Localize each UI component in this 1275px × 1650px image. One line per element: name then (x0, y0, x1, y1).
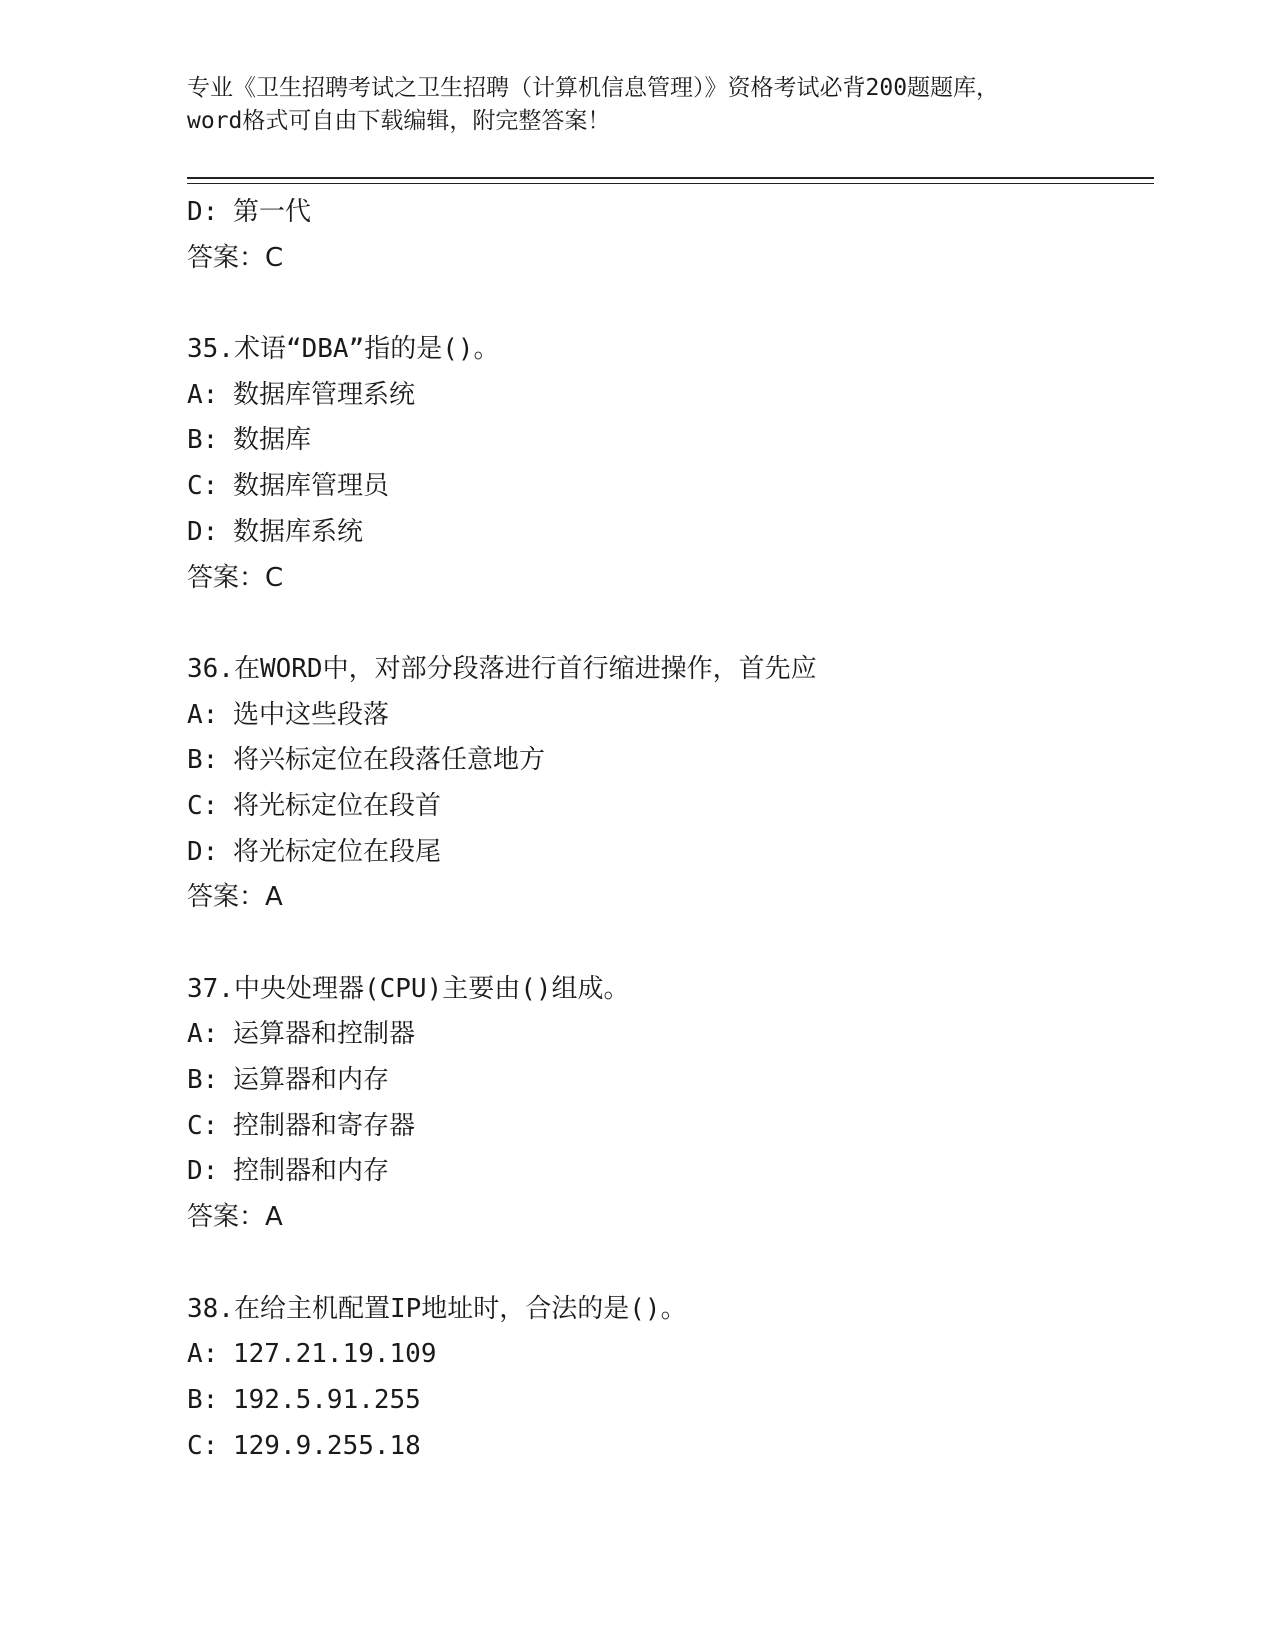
option-letter: D: (187, 516, 219, 547)
header-line-1: 专业《卫生招聘考试之卫生招聘（计算机信息管理）》资格考试必背200题题库， (187, 75, 1000, 101)
question-stem: 37.中央处理器(CPU)主要由()组成。 (187, 973, 630, 1004)
option-c (187, 1104, 1147, 1150)
option-a (187, 373, 1147, 419)
option-b (187, 738, 1147, 784)
question-stem: 38.在给主机配置IP地址时，合法的是()。 (187, 1293, 687, 1324)
option-d (187, 830, 1147, 876)
option-letter: B: (187, 1065, 219, 1096)
option-b (187, 1058, 1147, 1104)
option-c (187, 1424, 1147, 1470)
option-text: 将光标定位在段尾 (233, 836, 442, 867)
option-c (187, 464, 1147, 510)
option-letter: C: (187, 471, 219, 502)
option-letter: C: (187, 1110, 219, 1141)
header-divider-thin (187, 183, 1154, 184)
option-letter: A: (187, 699, 219, 730)
option-text: 数据库系统 (233, 516, 364, 547)
option-letter: D: (187, 836, 219, 867)
option-text: 数据库管理员 (233, 471, 390, 502)
question-list (187, 190, 1147, 1469)
option-a (187, 1012, 1147, 1058)
question-stem: 35.术语“DBA”指的是()。 (187, 334, 500, 365)
option-letter: B: (187, 1384, 219, 1415)
option-letter: C: (187, 790, 219, 821)
document-header (187, 72, 1087, 138)
option-text: 运算器和控制器 (233, 1019, 416, 1050)
answer: 答案：C (187, 242, 284, 273)
option-a (187, 1332, 1147, 1378)
option-text: 数据库 (233, 425, 312, 456)
option-letter: C: (187, 1430, 219, 1461)
option-letter: A: (187, 1339, 219, 1370)
question-stem: 36.在WORD中，对部分段落进行首行缩进操作，首先应 (187, 653, 817, 684)
option-text: 将光标定位在段首 (233, 790, 442, 821)
option-letter: D: (187, 1156, 219, 1187)
option-letter: D: (187, 197, 219, 227)
option-d (187, 510, 1147, 556)
option-letter: A: (187, 379, 219, 410)
option-text: 127.21.19.109 (233, 1339, 437, 1370)
answer: 答案：C (187, 562, 284, 593)
answer: 答案：A (187, 882, 283, 913)
option-text: 129.9.255.18 (233, 1430, 421, 1461)
option-text: 选中这些段落 (233, 699, 390, 730)
option-text: 运算器和内存 (233, 1065, 390, 1096)
option-text: 第一代 (233, 197, 312, 227)
option-c (187, 784, 1147, 830)
option-text: 控制器和寄存器 (233, 1110, 416, 1141)
option-letter: B: (187, 745, 219, 776)
option-d (187, 1149, 1147, 1195)
header-line-2: word格式可自由下载编辑，附完整答案！ (187, 108, 611, 134)
option-letter: B: (187, 425, 219, 456)
option-b (187, 1378, 1147, 1424)
option-letter: A: (187, 1019, 219, 1050)
option-text: 将兴标定位在段落任意地方 (233, 745, 546, 776)
option-b (187, 418, 1147, 464)
option-text: 控制器和内存 (233, 1156, 390, 1187)
header-divider-thick (187, 177, 1154, 179)
option-text: 数据库管理系统 (233, 379, 416, 410)
option-d (187, 190, 1147, 236)
answer: 答案：A (187, 1202, 283, 1233)
option-a (187, 693, 1147, 739)
option-text: 192.5.91.255 (233, 1384, 421, 1415)
